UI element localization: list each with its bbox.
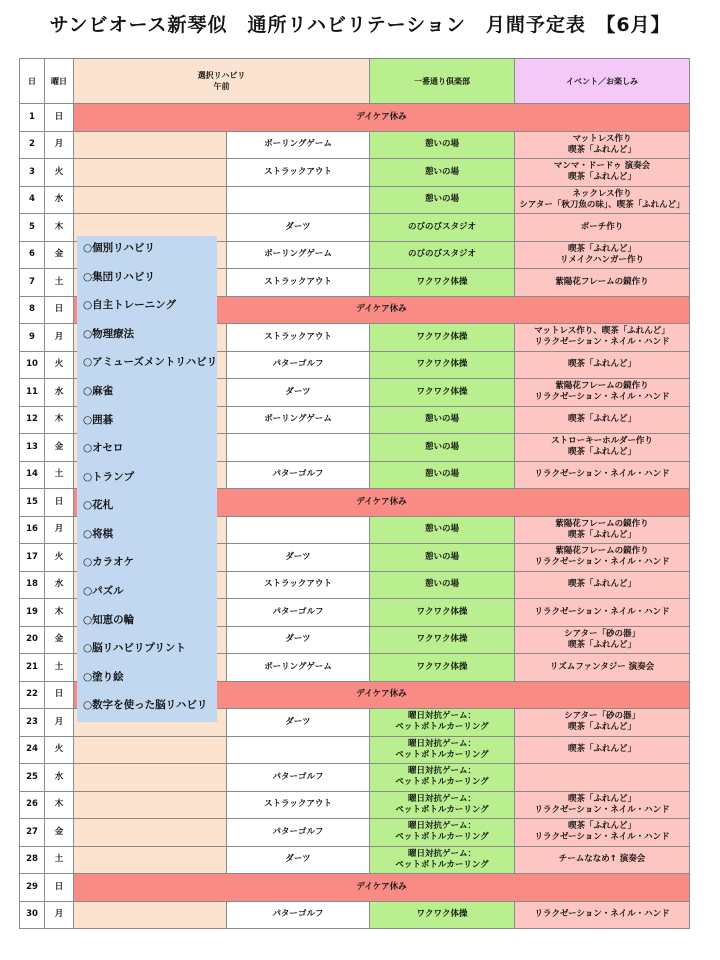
event-cell: 喫茶「ふれんど」: [515, 406, 690, 434]
club-cell: 憩いの場: [370, 571, 515, 599]
game-cell: ダーツ: [227, 544, 370, 572]
rehab-list-item: ○パズル: [83, 585, 124, 598]
day-cell: 24: [20, 736, 45, 764]
day-cell: 9: [20, 324, 45, 352]
header-event: イベント／お楽しみ: [515, 59, 690, 104]
day-cell: 25: [20, 764, 45, 792]
club-cell: 曜日対抗ゲーム： ペットボトルカーリング: [370, 764, 515, 792]
table-row: [20, 791, 690, 819]
club-cell: 憩いの場: [370, 406, 515, 434]
day-cell: 10: [20, 351, 45, 379]
table-row: [20, 159, 690, 187]
rehab-cell: [74, 791, 227, 819]
event-cell: 喫茶「ふれんど」: [515, 351, 690, 379]
table-row: [20, 874, 690, 902]
day-cell: 11: [20, 379, 45, 407]
weekday-cell: 火: [45, 544, 74, 572]
rehab-list-item: ○自主トレーニング: [83, 299, 176, 312]
weekday-cell: 月: [45, 901, 74, 929]
club-cell: ワクワク体操: [370, 324, 515, 352]
event-cell: 喫茶「ふれんど」 リラクゼーション・ネイル・ハンド: [515, 791, 690, 819]
weekday-cell: 月: [45, 324, 74, 352]
rehab-cell: [74, 764, 227, 792]
event-cell: [515, 764, 690, 792]
rehab-cell: [74, 736, 227, 764]
header-rehab-line1: 選択リハビリ: [197, 71, 246, 80]
club-cell: 曜日対抗ゲーム： ペットボトルカーリング: [370, 846, 515, 874]
weekday-cell: 土: [45, 269, 74, 297]
rehab-cell: [74, 131, 227, 159]
event-cell: リズムファンタジー 演奏会: [515, 654, 690, 682]
game-cell: パターゴルフ: [227, 764, 370, 792]
day-cell: 27: [20, 819, 45, 847]
club-cell: 曜日対抗ゲーム： ペットボトルカーリング: [370, 819, 515, 847]
event-cell: リラクゼーション・ネイル・ハンド: [515, 901, 690, 929]
game-cell: パターゴルフ: [227, 461, 370, 489]
header-rehab-line2: 午前: [213, 82, 230, 91]
table-row: [20, 736, 690, 764]
table-row: [20, 901, 690, 929]
day-cell: 19: [20, 599, 45, 627]
game-cell: ダーツ: [227, 214, 370, 242]
rehab-list-item: ○囲碁: [83, 413, 114, 426]
day-cell: 8: [20, 296, 45, 324]
game-cell: パターゴルフ: [227, 819, 370, 847]
weekday-cell: 木: [45, 791, 74, 819]
weekday-cell: 金: [45, 241, 74, 269]
game-cell: ダーツ: [227, 846, 370, 874]
day-cell: 14: [20, 461, 45, 489]
rehab-list-item: ○オセロ: [83, 442, 124, 455]
club-cell: ワクワク体操: [370, 901, 515, 929]
club-cell: 憩いの場: [370, 461, 515, 489]
weekday-cell: 火: [45, 736, 74, 764]
weekday-cell: 月: [45, 709, 74, 737]
club-cell: 憩いの場: [370, 544, 515, 572]
rehab-list-item: ○塗り絵: [83, 670, 124, 683]
weekday-cell: 月: [45, 516, 74, 544]
weekday-cell: 日: [45, 874, 74, 902]
rehab-list-item: ○アミューズメントリハビリ: [83, 356, 218, 369]
day-cell: 15: [20, 489, 45, 517]
closed-day-cell: デイケア休み: [74, 874, 690, 902]
club-cell: 憩いの場: [370, 186, 515, 214]
event-cell: ネックレス作り シアター「秋刀魚の味」、喫茶「ふれんど」: [515, 186, 690, 214]
rehab-list-item: ○麻雀: [83, 384, 114, 397]
day-cell: 29: [20, 874, 45, 902]
game-cell: ストラックアウト: [227, 324, 370, 352]
day-cell: 21: [20, 654, 45, 682]
event-cell: マットレス作り、喫茶「ふれんど」 リラクゼーション・ネイル・ハンド: [515, 324, 690, 352]
club-cell: 憩いの場: [370, 434, 515, 462]
game-cell: パターゴルフ: [227, 901, 370, 929]
event-cell: 紫陽花フレームの鏡作り 喫茶「ふれんど」: [515, 516, 690, 544]
day-cell: 12: [20, 406, 45, 434]
weekday-cell: 土: [45, 654, 74, 682]
weekday-cell: 月: [45, 131, 74, 159]
club-cell: 憩いの場: [370, 131, 515, 159]
closed-day-cell: デイケア休み: [74, 104, 690, 132]
club-cell: ワクワク体操: [370, 626, 515, 654]
weekday-cell: 水: [45, 186, 74, 214]
rehab-menu-panel: [77, 236, 217, 722]
game-cell: ダーツ: [227, 709, 370, 737]
game-cell: パターゴルフ: [227, 599, 370, 627]
game-cell: ボーリングゲーム: [227, 406, 370, 434]
weekday-cell: 土: [45, 846, 74, 874]
weekday-cell: 日: [45, 104, 74, 132]
game-cell: [227, 434, 370, 462]
header-row: [20, 59, 690, 104]
event-cell: ストローキーホルダー作り 喫茶「ふれんど」: [515, 434, 690, 462]
club-cell: ワクワク体操: [370, 654, 515, 682]
event-cell: シアター「砂の器」 喫茶「ふれんど」: [515, 709, 690, 737]
rehab-list-item: ○脳リハビリプリント: [83, 642, 186, 655]
day-cell: 1: [20, 104, 45, 132]
day-cell: 6: [20, 241, 45, 269]
day-cell: 26: [20, 791, 45, 819]
closed-day-cell: デイケア休み: [74, 296, 690, 324]
day-cell: 7: [20, 269, 45, 297]
table-row: [20, 104, 690, 132]
event-cell: 紫陽花フレームの鏡作り リラクゼーション・ネイル・ハンド: [515, 544, 690, 572]
game-cell: ボーリングゲーム: [227, 654, 370, 682]
weekday-cell: 火: [45, 159, 74, 187]
day-cell: 13: [20, 434, 45, 462]
day-cell: 28: [20, 846, 45, 874]
day-cell: 23: [20, 709, 45, 737]
header-rehab: [74, 59, 370, 104]
rehab-list-item: ○知恵の輪: [83, 613, 135, 626]
rehab-list-item: ○花札: [83, 499, 114, 512]
closed-day-cell: デイケア休み: [74, 681, 690, 709]
header-club: 一番通り倶楽部: [370, 59, 515, 104]
game-cell: ボーリングゲーム: [227, 241, 370, 269]
rehab-list-item: ○個別リハビリ: [83, 242, 155, 254]
event-cell: 紫陽花フレームの鏡作り: [515, 269, 690, 297]
weekday-cell: 水: [45, 379, 74, 407]
club-cell: 曜日対抗ゲーム： ペットボトルカーリング: [370, 709, 515, 737]
event-cell: 喫茶「ふれんど」: [515, 571, 690, 599]
event-cell: マンマ・ドードゥ 演奏会 喫茶「ふれんど」: [515, 159, 690, 187]
rehab-cell: [74, 901, 227, 929]
game-cell: ストラックアウト: [227, 159, 370, 187]
game-cell: [227, 516, 370, 544]
weekday-cell: 日: [45, 681, 74, 709]
rehab-cell: [74, 846, 227, 874]
game-cell: [227, 736, 370, 764]
event-cell: チームななめ↑ 演奏会: [515, 846, 690, 874]
club-cell: 憩いの場: [370, 159, 515, 187]
header-weekday: 曜日: [45, 59, 74, 104]
rehab-list-item: ○カラオケ: [83, 556, 134, 569]
weekday-cell: 水: [45, 764, 74, 792]
rehab-cell: [74, 819, 227, 847]
event-cell: マットレス作り 喫茶「ふれんど」: [515, 131, 690, 159]
table-row: [20, 764, 690, 792]
table-row: [20, 846, 690, 874]
weekday-cell: 水: [45, 571, 74, 599]
club-cell: 曜日対抗ゲーム： ペットボトルカーリング: [370, 791, 515, 819]
event-cell: ポーチ作り: [515, 214, 690, 242]
rehab-cell: [74, 159, 227, 187]
day-cell: 18: [20, 571, 45, 599]
rehab-list-item: ○将棋: [83, 527, 114, 540]
weekday-cell: 日: [45, 489, 74, 517]
page-title: サンビオース新琴似 通所リハビリテーション 月間予定表 【6月】: [49, 14, 671, 36]
rehab-list-item: ○集団リハビリ: [83, 270, 155, 283]
event-cell: 紫陽花フレームの鏡作り リラクゼーション・ネイル・ハンド: [515, 379, 690, 407]
club-cell: ワクワク体操: [370, 351, 515, 379]
event-cell: 喫茶「ふれんど」: [515, 736, 690, 764]
game-cell: ダーツ: [227, 379, 370, 407]
event-cell: シアター「砂の器」 喫茶「ふれんど」: [515, 626, 690, 654]
table-row: [20, 186, 690, 214]
weekday-cell: 火: [45, 351, 74, 379]
club-cell: ワクワク体操: [370, 379, 515, 407]
club-cell: のびのびスタジオ: [370, 241, 515, 269]
weekday-cell: 金: [45, 819, 74, 847]
club-cell: 曜日対抗ゲーム： ペットボトルカーリング: [370, 736, 515, 764]
club-cell: のびのびスタジオ: [370, 214, 515, 242]
table-row: [20, 131, 690, 159]
club-cell: ワクワク体操: [370, 599, 515, 627]
weekday-cell: 金: [45, 434, 74, 462]
game-cell: ストラックアウト: [227, 269, 370, 297]
game-cell: [227, 186, 370, 214]
day-cell: 22: [20, 681, 45, 709]
rehab-cell: [74, 186, 227, 214]
day-cell: 16: [20, 516, 45, 544]
game-cell: ボーリングゲーム: [227, 131, 370, 159]
game-cell: ストラックアウト: [227, 571, 370, 599]
day-cell: 30: [20, 901, 45, 929]
weekday-cell: 日: [45, 296, 74, 324]
day-cell: 3: [20, 159, 45, 187]
event-cell: リラクゼーション・ネイル・ハンド: [515, 599, 690, 627]
event-cell: 喫茶「ふれんど」 リラクゼーション・ネイル・ハンド: [515, 819, 690, 847]
weekday-cell: 土: [45, 461, 74, 489]
weekday-cell: 木: [45, 599, 74, 627]
day-cell: 5: [20, 214, 45, 242]
game-cell: ダーツ: [227, 626, 370, 654]
club-cell: 憩いの場: [370, 516, 515, 544]
weekday-cell: 金: [45, 626, 74, 654]
table-row: [20, 819, 690, 847]
game-cell: パターゴルフ: [227, 351, 370, 379]
game-cell: ストラックアウト: [227, 791, 370, 819]
weekday-cell: 木: [45, 214, 74, 242]
event-cell: 喫茶「ふれんど」 リメイクハンガー作り: [515, 241, 690, 269]
rehab-list-item: ○物理療法: [83, 327, 135, 340]
header-day: 日: [20, 59, 45, 104]
club-cell: ワクワク体操: [370, 269, 515, 297]
rehab-list-item: ○トランプ: [83, 470, 135, 483]
day-cell: 17: [20, 544, 45, 572]
event-cell: リラクゼーション・ネイル・ハンド: [515, 461, 690, 489]
day-cell: 2: [20, 131, 45, 159]
closed-day-cell: デイケア休み: [74, 489, 690, 517]
weekday-cell: 木: [45, 406, 74, 434]
rehab-list-item: ○数字を使った脳リハビリ: [83, 699, 208, 712]
day-cell: 4: [20, 186, 45, 214]
day-cell: 20: [20, 626, 45, 654]
